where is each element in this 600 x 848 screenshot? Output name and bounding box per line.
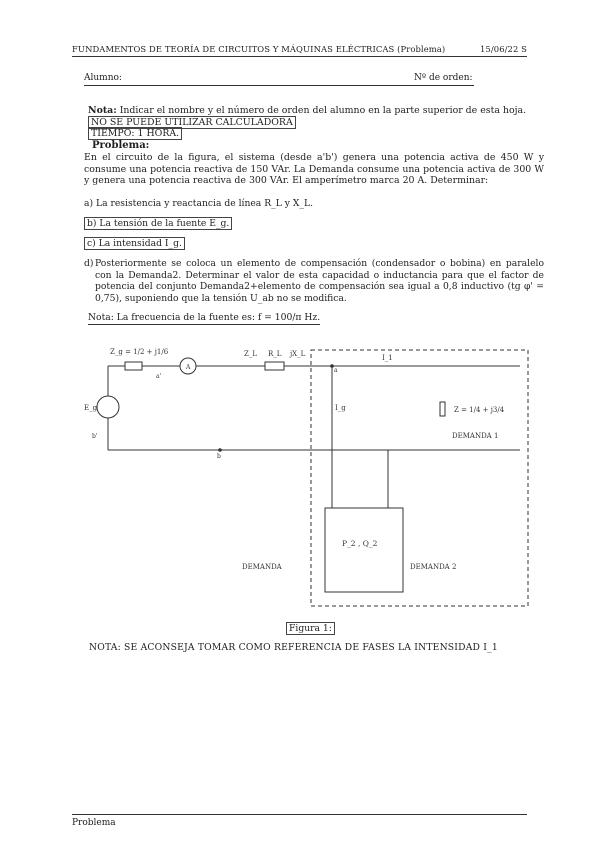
student-info [84,73,474,83]
no-calculator-notice: NO SE PUEDE UTILIZAR CALCULADORA [88,116,296,129]
demanda2-label: DEMANDA 2 [410,563,457,571]
item-a-label: a) [84,198,94,209]
course-header [72,44,527,54]
demanda1-impedance [440,402,445,416]
item-a-text: La resistencia y reactancia de línea R_L y X_L. [95,198,314,209]
demanda2-box [325,508,403,592]
node-a-label: a [334,367,338,374]
item-d-text: Posteriormente se coloca un elemento de compensación (condensador o bobina) en paralelo con la Demanda2. Determinar el valor de esta capacidad o inductancia para que el factor de potencia del conjunto Demanda2+elemento de compensación sea igual a 0,8 inductivo (tg φ' = 0,75), suponiendo que la tensión U_ab no se modifica. [95,258,544,304]
item-c [84,238,185,250]
node-a-dot [331,365,334,368]
item-b-box [84,217,232,230]
node-a-prime-label: a' [156,373,162,380]
header-rule [72,56,527,57]
nota-text: Indicar el nombre y el número de orden del alumno en la parte superior de esta hoja. [119,105,527,116]
figure-caption: Figura 1: [286,622,335,635]
demanda-label: DEMANDA [242,563,282,571]
ig-label: I_g [335,404,346,412]
problem-title: Problema: [92,140,150,151]
p2q2-label: P_2 , Q_2 [342,539,378,548]
node-b-dot [219,449,222,452]
item-c-label: c) [87,238,96,249]
time-line [88,128,182,140]
zg-resistor [125,362,142,370]
phase-reference-note: NOTA: SE ACONSEJA TOMAR COMO REFERENCIA DE FASES LA INTENSIDAD I_1 [89,642,498,653]
item-c-text: La intensidad I_g. [98,238,182,249]
student-order-label: Nº de orden: [414,73,473,83]
page-footer: Problema [72,818,116,828]
zg-label: Z_g = 1/2 + j1/6 [110,348,169,356]
item-d-label: d) [84,258,94,269]
jxl-label: jX_L [290,350,306,358]
course-title: FUNDAMENTOS DE TEORÍA DE CIRCUITOS Y MÁQUINAS ELÉCTRICAS (Problema) [72,44,446,54]
item-b-text: La tensión de la fuente E_g. [99,218,230,229]
circuit-diagram [0,330,600,620]
student-rule [84,85,474,86]
line-resistor [265,362,284,370]
problem-statement: En el circuito de la figura, el sistema (desde a'b') genera una potencia activa de 450 W y consume una potencia reactiva de 150 VAr. La Demanda consume una potencia activa de 300 W y genera una potencia reactiva de 300 VAr. El amperímetro marca 20 A. Determinar: [84,152,544,186]
eg-label: E_g [84,404,98,412]
item-b-label: b) [87,218,97,229]
footer-rule [72,814,527,815]
demanda1-label: DEMANDA 1 [452,432,499,440]
rl-label: R_L [268,350,282,358]
student-name-label: Alumno: [84,73,122,83]
nota-label: Nota: [88,105,117,116]
frequency-note: Nota: La frecuencia de la fuente es: f = 100/π Hz. [88,312,321,323]
exam-date: 15/06/22 S [479,44,527,54]
zl-label: Z_L [244,350,258,358]
item-c-box [84,237,185,250]
node-b-label: b [217,453,221,460]
ammeter-label: A [186,364,191,371]
voltage-source [97,396,119,418]
node-b-prime-label: b' [92,433,98,440]
i1-label: I_1 [382,354,393,362]
time-notice: TIEMPO: 1 HORA. [88,127,182,140]
item-a [84,198,313,210]
item-b [84,218,232,230]
z1-label: Z = 1/4 + j3/4 [454,406,505,414]
